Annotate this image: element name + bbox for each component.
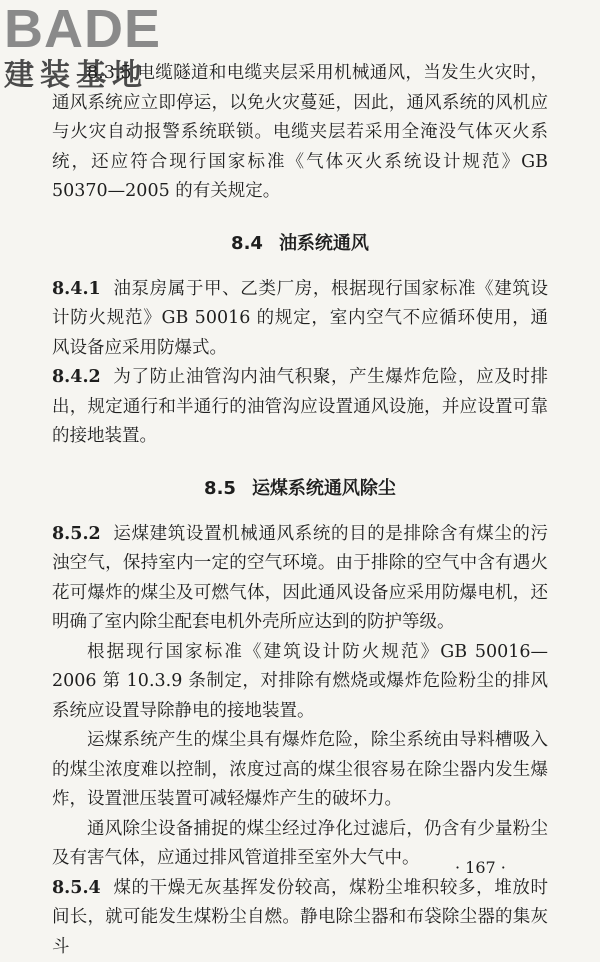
clause-8-5-4 (52, 874, 548, 962)
page-number: · 167 · (455, 858, 506, 877)
clause-number: 8.5.2 (52, 524, 101, 544)
section-title: 运煤系统通风除尘 (252, 478, 396, 499)
section-number: 8.5 (204, 478, 236, 499)
paragraph-8-3-5: 8.3.5 电缆隧道和电缆夹层采用机械通风，当发生火灾时，通风系统应立即停运，以免火灾蔓延，因此，通风系统的风机应与火灾自动报警系统联锁。电缆夹层若采用全淹没气体灭火系统，还应符合现行国家标准《气体灭火系统设计规范》GB 50370—2005 的有关规定。 (52, 59, 548, 207)
clause-text: 煤的干燥无灰基挥发份较高，煤粉尘堆积较多，堆放时间长，就可能发生煤粉尘自燃。静电除尘器和布袋除尘器的集灰斗 (52, 878, 548, 957)
clause-number: 8.5.4 (52, 878, 101, 898)
clause-number: 8.4.2 (52, 367, 101, 387)
page-body (52, 59, 548, 962)
section-heading-8-4 (52, 229, 548, 255)
paragraph-explosion-relief: 运煤系统产生的煤尘具有爆炸危险，除尘系统由导料槽吸入的煤尘浓度难以控制，浓度过高的煤尘很容易在除尘器内发生爆炸，设置泄压装置可减轻爆炸产生的破坏力。 (52, 726, 548, 815)
paragraph-exhaust: 通风除尘设备捕捉的煤尘经过净化过滤后，仍含有少量粉尘及有害气体，应通过排风管道排至室外大气中。 (52, 815, 548, 874)
clause-text: 为了防止油管沟内油气积聚，产生爆炸危险，应及时排出，规定通行和半通行的油管沟应设置通风设施，并应设置可靠的接地装置。 (52, 367, 548, 446)
logo-subtitle: 建装基地 (4, 60, 161, 92)
clause-text: 油泵房属于甲、乙类厂房，根据现行国家标准《建筑设计防火规范》GB 50016 的规定，室内空气不应循环使用，通风设备应采用防爆式。 (52, 279, 548, 358)
paragraph-static-grounding: 根据现行国家标准《建筑设计防火规范》GB 50016—2006 第 10.3.9 条制定，对排除有燃烧或爆炸危险粉尘的排风系统应设置导除静电的接地装置。 (52, 638, 548, 727)
logo-text: BADE (4, 2, 161, 56)
section-heading-8-5 (52, 474, 548, 500)
clause-number: 8.4.1 (52, 279, 101, 299)
clause-text: 运煤建筑设置机械通风系统的目的是排除含有煤尘的污浊空气，保持室内一定的空气环境。由于排除的空气中含有遇火花可爆炸的煤尘及可燃气体，因此通风设备应采用防爆电机，还明确了室内除尘配套电机外壳所应达到的防护等级。 (52, 524, 548, 633)
clause-8-5-2 (52, 520, 548, 638)
clause-8-4-2 (52, 363, 548, 452)
clause-8-4-1 (52, 275, 548, 364)
section-number: 8.4 (231, 233, 263, 254)
section-title: 油系统通风 (279, 233, 369, 254)
